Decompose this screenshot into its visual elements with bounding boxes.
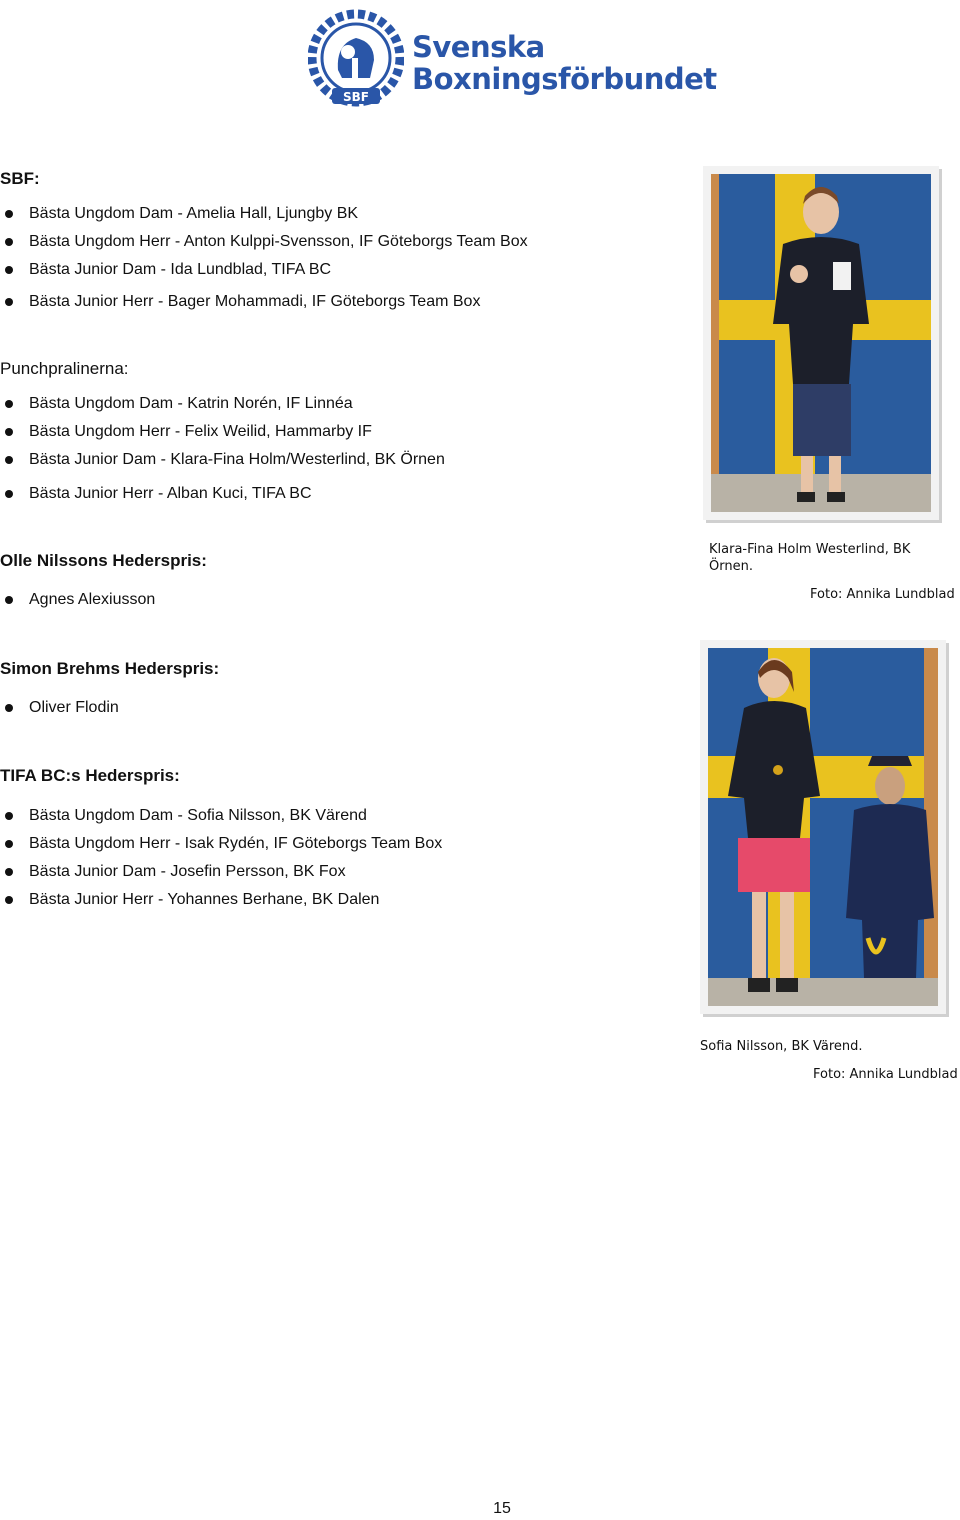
sbf-emblem-icon	[308, 8, 404, 114]
photo-klara-fina	[703, 166, 939, 520]
photo2-credit: Foto: Annika Lundblad	[813, 1067, 958, 1082]
list-item: Oliver Flodin	[0, 694, 690, 722]
logo-line2: Boxningsförbundet	[412, 62, 717, 96]
award-list	[0, 802, 690, 914]
photo1-credit: Foto: Annika Lundblad	[810, 587, 955, 602]
section-heading: SBF:	[0, 169, 40, 188]
award-list	[0, 694, 690, 722]
caption-line: Örnen.	[709, 559, 753, 574]
list-item: Bästa Ungdom Dam - Katrin Norén, IF Linnéa	[0, 390, 690, 418]
sbf-logo	[308, 8, 717, 114]
svg-text:SBF: SBF	[343, 90, 369, 104]
list-item: Bästa Junior Herr - Yohannes Berhane, BK Dalen	[0, 886, 690, 914]
list-item: Bästa Junior Dam - Ida Lundblad, TIFA BC	[0, 256, 690, 284]
boxers-photo-image	[708, 648, 938, 1006]
section-heading: TIFA BC:s Hederspris:	[0, 766, 180, 785]
award-list	[0, 390, 690, 508]
award-list	[0, 200, 690, 316]
list-item: Bästa Junior Dam - Josefin Persson, BK Fox	[0, 858, 690, 886]
section-heading: Punchpralinerna:	[0, 359, 129, 378]
list-item: Bästa Ungdom Herr - Felix Weilid, Hammarby IF	[0, 418, 690, 446]
logo-line1: Svenska	[412, 30, 545, 64]
section-olle	[0, 550, 690, 614]
caption-line: Klara-Fina Holm Westerlind, BK	[709, 542, 911, 557]
list-item: Bästa Ungdom Dam - Sofia Nilsson, BK Värend	[0, 802, 690, 830]
list-item: Bästa Ungdom Herr - Anton Kulppi-Svensson, IF Göteborgs Team Box	[0, 228, 690, 256]
section-sbf	[0, 168, 690, 316]
section-heading: Olle Nilssons Hederspris:	[0, 551, 207, 570]
section-punch	[0, 358, 690, 508]
boxer-photo-image	[711, 174, 931, 512]
list-item: Bästa Ungdom Herr - Isak Rydén, IF Göteborgs Team Box	[0, 830, 690, 858]
list-item: Agnes Alexiusson	[0, 586, 690, 614]
award-list	[0, 586, 690, 614]
section-heading: Simon Brehms Hederspris:	[0, 659, 220, 678]
section-tifa	[0, 765, 690, 914]
section-simon	[0, 658, 690, 722]
photo2-caption: Sofia Nilsson, BK Värend.	[700, 1039, 863, 1054]
photo-sofia	[700, 640, 946, 1014]
photo1-caption	[709, 541, 910, 575]
list-item: Bästa Junior Dam - Klara-Fina Holm/Westerlind, BK Örnen	[0, 446, 690, 474]
list-item: Bästa Junior Herr - Bager Mohammadi, IF Göteborgs Team Box	[0, 288, 690, 316]
list-item: Bästa Junior Herr - Alban Kuci, TIFA BC	[0, 480, 690, 508]
list-item: Bästa Ungdom Dam - Amelia Hall, Ljungby BK	[0, 200, 690, 228]
page-number: 15	[493, 1500, 511, 1517]
